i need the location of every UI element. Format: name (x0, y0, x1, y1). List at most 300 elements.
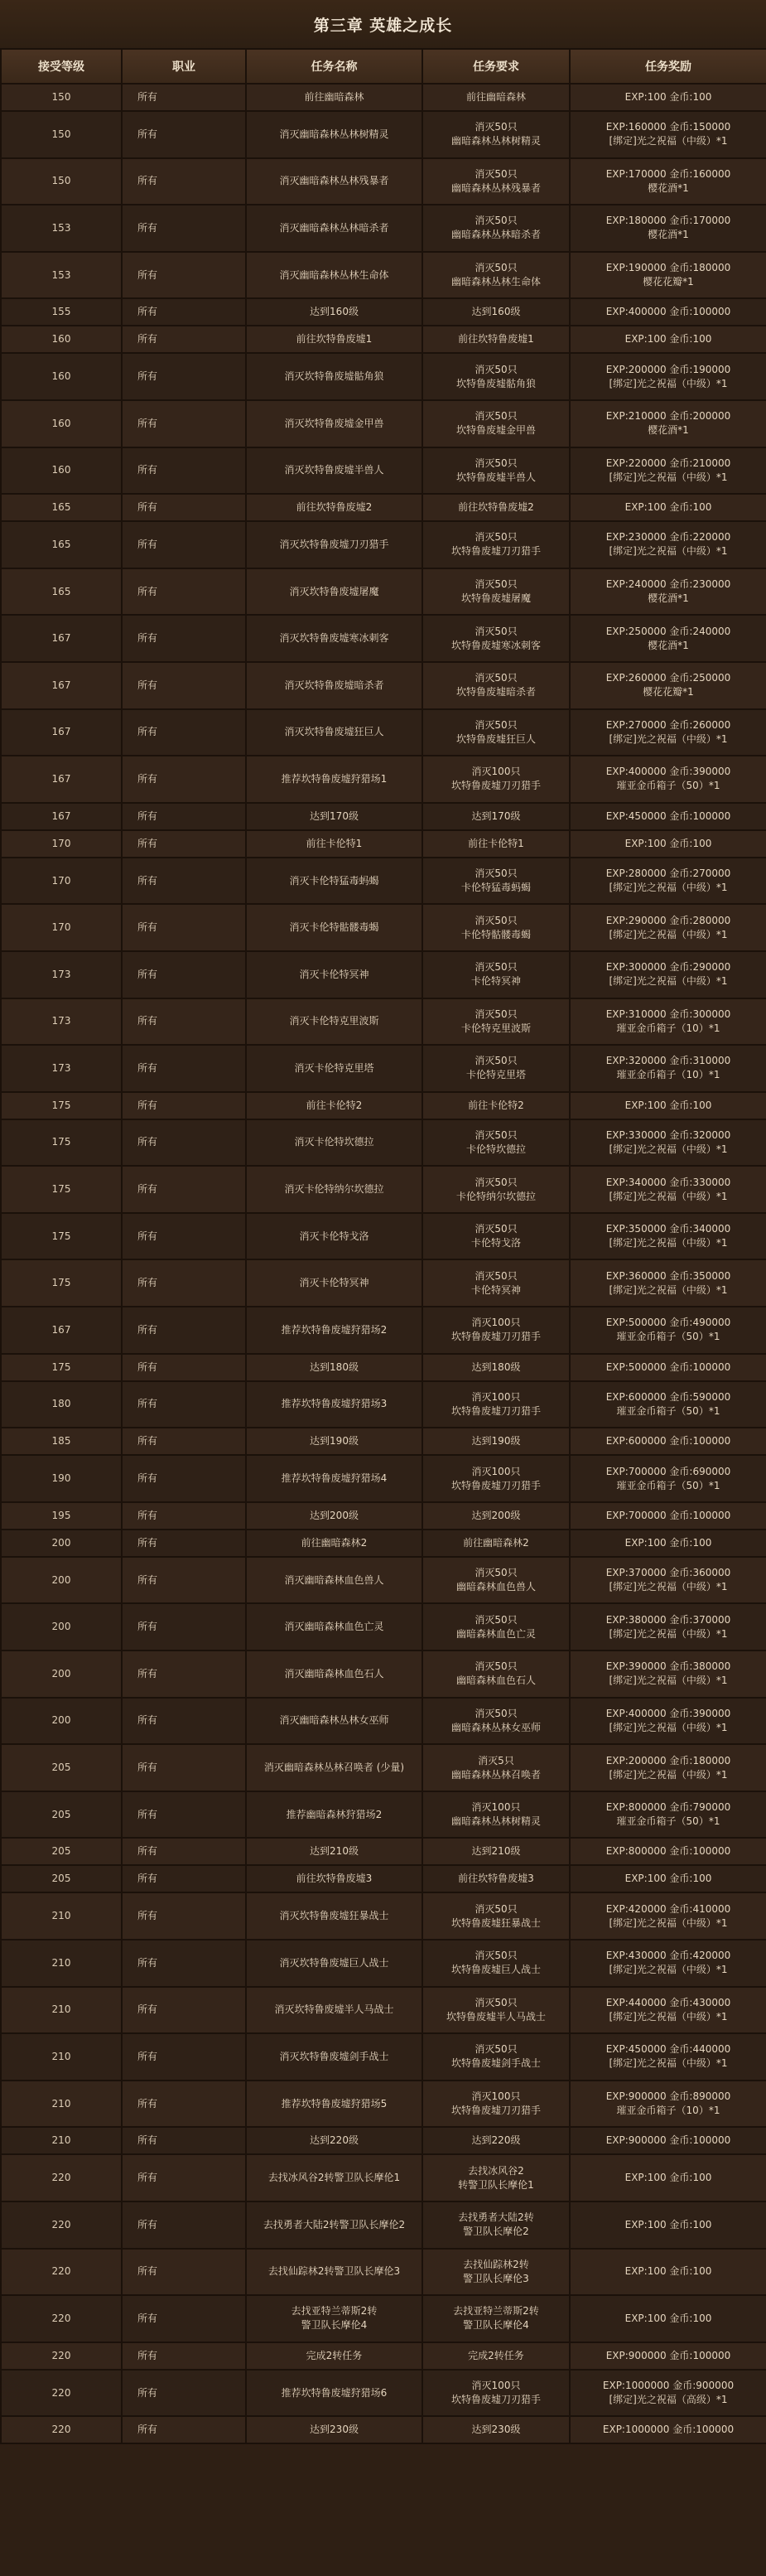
reward-cell: EXP:280000 金币:270000 [绑定]光之祝福（中级）*1 (570, 858, 766, 905)
reward-cell: EXP:1000000 金币:100000 (570, 2416, 766, 2443)
requirement-cell: 消灭5只 幽暗森林丛林召唤者 (422, 1744, 570, 1791)
requirement-cell: 达到210级 (422, 1838, 570, 1865)
table-row (1, 1744, 766, 1791)
level-cell: 200 (1, 1603, 122, 1650)
requirement-cell: 达到200级 (422, 1502, 570, 1530)
level-cell: 167 (1, 756, 122, 803)
reward-cell: EXP:100 金币:100 (570, 830, 766, 858)
level-cell: 155 (1, 298, 122, 326)
quest-name-cell: 消灭幽暗森林丛林召唤者 (少量) (246, 1744, 422, 1791)
requirement-cell: 消灭50只 卡伦特纳尔坎德拉 (422, 1166, 570, 1213)
quest-name-cell: 消灭卡伦特冥神 (246, 951, 422, 998)
table-row (1, 2370, 766, 2417)
job-cell: 所有 (122, 830, 246, 858)
job-cell: 所有 (122, 1166, 246, 1213)
quest-name-cell: 达到180级 (246, 1354, 422, 1381)
requirement-cell: 消灭50只 坎特鲁废墟屠魔 (422, 568, 570, 616)
reward-cell: EXP:190000 金币:180000 樱花花瓣*1 (570, 252, 766, 299)
job-cell: 所有 (122, 904, 246, 951)
table-row (1, 1530, 766, 1557)
job-cell: 所有 (122, 1213, 246, 1260)
quest-name-cell: 消灭卡伦特纳尔坎德拉 (246, 1166, 422, 1213)
requirement-cell: 消灭50只 坎特鲁废墟巨人战士 (422, 1940, 570, 1987)
requirement-cell: 去找仙踪林2转 警卫队长摩伦3 (422, 2249, 570, 2296)
requirement-cell: 达到180级 (422, 1354, 570, 1381)
requirement-cell: 消灭100只 坎特鲁废墟刀刃猎手 (422, 1455, 570, 1502)
level-cell: 165 (1, 568, 122, 616)
requirement-cell: 消灭50只 卡伦特克里波斯 (422, 998, 570, 1046)
reward-cell: EXP:800000 金币:100000 (570, 1838, 766, 1865)
quest-name-cell: 推荐坎特鲁废墟狩猎场5 (246, 2081, 422, 2128)
header-level: 接受等级 (1, 49, 122, 84)
reward-cell: EXP:100 金币:100 (570, 2201, 766, 2249)
level-cell: 175 (1, 1354, 122, 1381)
reward-cell: EXP:220000 金币:210000 [绑定]光之祝福（中级）*1 (570, 447, 766, 495)
level-cell: 220 (1, 2370, 122, 2417)
job-cell: 所有 (122, 803, 246, 830)
quest-name-cell: 消灭坎特鲁废墟巨人战士 (246, 1940, 422, 1987)
table-row (1, 1213, 766, 1260)
table-row (1, 84, 766, 111)
table-row (1, 1381, 766, 1428)
job-cell: 所有 (122, 756, 246, 803)
job-cell: 所有 (122, 709, 246, 756)
job-cell: 所有 (122, 400, 246, 447)
quest-table (0, 48, 766, 2444)
reward-cell: EXP:310000 金币:300000 璀亚金币箱子（10）*1 (570, 998, 766, 1046)
quest-name-cell: 达到230级 (246, 2416, 422, 2443)
quest-name-cell: 消灭坎特鲁废墟剑手战士 (246, 2033, 422, 2081)
requirement-cell: 达到170级 (422, 803, 570, 830)
reward-cell: EXP:100 金币:100 (570, 1865, 766, 1892)
table-row (1, 2295, 766, 2342)
reward-cell: EXP:1000000 金币:900000 [绑定]光之祝福（高级）*1 (570, 2370, 766, 2417)
table-row (1, 803, 766, 830)
level-cell: 205 (1, 1838, 122, 1865)
reward-cell: EXP:800000 金币:790000 璀亚金币箱子（50）*1 (570, 1791, 766, 1839)
job-cell: 所有 (122, 1892, 246, 1940)
level-cell: 167 (1, 709, 122, 756)
level-cell: 210 (1, 2127, 122, 2154)
table-row (1, 353, 766, 400)
requirement-cell: 消灭50只 卡伦特冥神 (422, 1259, 570, 1307)
job-cell: 所有 (122, 1603, 246, 1650)
table-row (1, 1455, 766, 1502)
requirement-cell: 消灭50只 坎特鲁废墟半兽人 (422, 447, 570, 495)
requirement-cell: 消灭50只 坎特鲁废墟狂巨人 (422, 709, 570, 756)
quest-name-cell: 消灭卡伦特骷髅毒蝎 (246, 904, 422, 951)
job-cell: 所有 (122, 615, 246, 662)
reward-cell: EXP:360000 金币:350000 [绑定]光之祝福（中级）*1 (570, 1259, 766, 1307)
table-row (1, 998, 766, 1046)
job-cell: 所有 (122, 1791, 246, 1839)
level-cell: 150 (1, 84, 122, 111)
level-cell: 167 (1, 1307, 122, 1354)
quest-name-cell: 消灭卡伦特克里波斯 (246, 998, 422, 1046)
level-cell: 220 (1, 2416, 122, 2443)
reward-cell: EXP:700000 金币:690000 璀亚金币箱子（50）*1 (570, 1455, 766, 1502)
table-row (1, 2081, 766, 2128)
job-cell: 所有 (122, 858, 246, 905)
chapter-title: 第三章 英雄之成长 (0, 0, 766, 48)
reward-cell: EXP:100 金币:100 (570, 2154, 766, 2201)
requirement-cell: 去找勇者大陆2转 警卫队长摩伦2 (422, 2201, 570, 2249)
level-cell: 173 (1, 1045, 122, 1092)
job-cell: 所有 (122, 1354, 246, 1381)
level-cell: 200 (1, 1530, 122, 1557)
quest-name-cell: 达到170级 (246, 803, 422, 830)
table-row (1, 662, 766, 709)
level-cell: 210 (1, 2081, 122, 2128)
reward-cell: EXP:300000 金币:290000 [绑定]光之祝福（中级）*1 (570, 951, 766, 998)
quest-name-cell: 前往卡伦特2 (246, 1092, 422, 1119)
table-row (1, 298, 766, 326)
reward-cell: EXP:180000 金币:170000 樱花酒*1 (570, 205, 766, 252)
job-cell: 所有 (122, 951, 246, 998)
table-row (1, 830, 766, 858)
requirement-cell: 去找亚特兰蒂斯2转 警卫队长摩伦4 (422, 2295, 570, 2342)
table-row (1, 1502, 766, 1530)
quest-name-cell: 消灭卡伦特戈洛 (246, 1213, 422, 1260)
table-row (1, 858, 766, 905)
table-row (1, 1119, 766, 1167)
requirement-cell: 前往幽暗森林 (422, 84, 570, 111)
table-row (1, 2201, 766, 2249)
table-row (1, 1307, 766, 1354)
quest-name-cell: 推荐坎特鲁废墟狩猎场3 (246, 1381, 422, 1428)
reward-cell: EXP:450000 金币:100000 (570, 803, 766, 830)
table-row (1, 1092, 766, 1119)
requirement-cell: 消灭50只 坎特鲁废墟寒冰刺客 (422, 615, 570, 662)
job-cell: 所有 (122, 2342, 246, 2370)
requirement-cell: 消灭50只 幽暗森林丛林残暴者 (422, 158, 570, 205)
job-cell: 所有 (122, 1307, 246, 1354)
requirement-cell: 前往卡伦特1 (422, 830, 570, 858)
reward-cell: EXP:260000 金币:250000 樱花花瓣*1 (570, 662, 766, 709)
table-row (1, 158, 766, 205)
requirement-cell: 前往坎特鲁废墟3 (422, 1865, 570, 1892)
job-cell: 所有 (122, 111, 246, 158)
quest-name-cell: 消灭坎特鲁废墟屠魔 (246, 568, 422, 616)
level-cell: 185 (1, 1428, 122, 1455)
level-cell: 175 (1, 1119, 122, 1167)
level-cell: 173 (1, 951, 122, 998)
job-cell: 所有 (122, 2249, 246, 2296)
quest-name-cell: 消灭坎特鲁废墟刀刃猎手 (246, 521, 422, 568)
quest-name-cell: 消灭卡伦特冥神 (246, 1259, 422, 1307)
level-cell: 160 (1, 400, 122, 447)
requirement-cell: 消灭50只 幽暗森林血色石人 (422, 1650, 570, 1698)
quest-rows (1, 84, 766, 2443)
table-row (1, 1045, 766, 1092)
table-row (1, 400, 766, 447)
reward-cell: EXP:500000 金币:100000 (570, 1354, 766, 1381)
quest-name-cell: 消灭幽暗森林丛林暗杀者 (246, 205, 422, 252)
reward-cell: EXP:160000 金币:150000 [绑定]光之祝福（中级）*1 (570, 111, 766, 158)
requirement-cell: 消灭100只 坎特鲁废墟刀刃猎手 (422, 1381, 570, 1428)
job-cell: 所有 (122, 2127, 246, 2154)
level-cell: 167 (1, 615, 122, 662)
level-cell: 220 (1, 2154, 122, 2201)
job-cell: 所有 (122, 1987, 246, 2034)
reward-cell: EXP:100 金币:100 (570, 494, 766, 521)
job-cell: 所有 (122, 1744, 246, 1791)
table-row (1, 1166, 766, 1213)
level-cell: 195 (1, 1502, 122, 1530)
quest-name-cell: 前往坎特鲁废墟3 (246, 1865, 422, 1892)
requirement-cell: 消灭50只 卡伦特戈洛 (422, 1213, 570, 1260)
requirement-cell: 消灭50只 幽暗森林丛林暗杀者 (422, 205, 570, 252)
table-row (1, 111, 766, 158)
quest-name-cell: 去找勇者大陆2转警卫队长摩伦2 (246, 2201, 422, 2249)
quest-name-cell: 前往坎特鲁废墟2 (246, 494, 422, 521)
table-row (1, 2416, 766, 2443)
table-row (1, 1865, 766, 1892)
job-cell: 所有 (122, 2201, 246, 2249)
table-row (1, 2033, 766, 2081)
reward-cell: EXP:100 金币:100 (570, 326, 766, 353)
level-cell: 200 (1, 1557, 122, 1604)
job-cell: 所有 (122, 494, 246, 521)
requirement-cell: 前往幽暗森林2 (422, 1530, 570, 1557)
reward-cell: EXP:380000 金币:370000 [绑定]光之祝福（中级）*1 (570, 1603, 766, 1650)
reward-cell: EXP:450000 金币:440000 [绑定]光之祝福（中级）*1 (570, 2033, 766, 2081)
level-cell: 167 (1, 803, 122, 830)
requirement-cell: 消灭100只 幽暗森林丛林树精灵 (422, 1791, 570, 1839)
reward-cell: EXP:100 金币:100 (570, 2295, 766, 2342)
job-cell: 所有 (122, 2081, 246, 2128)
quest-name-cell: 推荐坎特鲁废墟狩猎场1 (246, 756, 422, 803)
job-cell: 所有 (122, 1940, 246, 1987)
table-row (1, 205, 766, 252)
level-cell: 220 (1, 2201, 122, 2249)
reward-cell: EXP:100 金币:100 (570, 1530, 766, 1557)
table-row (1, 1428, 766, 1455)
table-row (1, 756, 766, 803)
level-cell: 205 (1, 1865, 122, 1892)
job-cell: 所有 (122, 2154, 246, 2201)
job-cell: 所有 (122, 1455, 246, 1502)
reward-cell: EXP:250000 金币:240000 樱花酒*1 (570, 615, 766, 662)
quest-name-cell: 推荐坎特鲁废墟狩猎场2 (246, 1307, 422, 1354)
reward-cell: EXP:290000 金币:280000 [绑定]光之祝福（中级）*1 (570, 904, 766, 951)
requirement-cell: 完成2转任务 (422, 2342, 570, 2370)
reward-cell: EXP:370000 金币:360000 [绑定]光之祝福（中级）*1 (570, 1557, 766, 1604)
requirement-cell: 消灭50只 幽暗森林丛林树精灵 (422, 111, 570, 158)
quest-name-cell: 消灭幽暗森林血色石人 (246, 1650, 422, 1698)
requirement-cell: 前往坎特鲁废墟2 (422, 494, 570, 521)
level-cell: 173 (1, 998, 122, 1046)
level-cell: 150 (1, 158, 122, 205)
requirement-cell: 消灭100只 坎特鲁废墟刀刃猎手 (422, 1307, 570, 1354)
reward-cell: EXP:700000 金币:100000 (570, 1502, 766, 1530)
table-row (1, 2154, 766, 2201)
reward-cell: EXP:100 金币:100 (570, 1092, 766, 1119)
reward-cell: EXP:900000 金币:890000 璀亚金币箱子（10）*1 (570, 2081, 766, 2128)
reward-cell: EXP:210000 金币:200000 樱花酒*1 (570, 400, 766, 447)
requirement-cell: 消灭50只 坎特鲁废墟刀刃猎手 (422, 521, 570, 568)
header-reward: 任务奖励 (570, 49, 766, 84)
job-cell: 所有 (122, 2416, 246, 2443)
reward-cell: EXP:200000 金币:190000 [绑定]光之祝福（中级）*1 (570, 353, 766, 400)
job-cell: 所有 (122, 298, 246, 326)
requirement-cell: 消灭50只 坎特鲁废墟半人马战士 (422, 1987, 570, 2034)
quest-name-cell: 达到210级 (246, 1838, 422, 1865)
level-cell: 150 (1, 111, 122, 158)
level-cell: 160 (1, 353, 122, 400)
level-cell: 210 (1, 1987, 122, 2034)
level-cell: 180 (1, 1381, 122, 1428)
requirement-cell: 消灭50只 卡伦特冥神 (422, 951, 570, 998)
requirement-cell: 消灭50只 坎特鲁废墟狂暴战士 (422, 1892, 570, 1940)
level-cell: 205 (1, 1791, 122, 1839)
reward-cell: EXP:400000 金币:390000 璀亚金币箱子（50）*1 (570, 756, 766, 803)
table-row (1, 1603, 766, 1650)
job-cell: 所有 (122, 1259, 246, 1307)
level-cell: 175 (1, 1166, 122, 1213)
job-cell: 所有 (122, 1119, 246, 1167)
table-row (1, 1354, 766, 1381)
reward-cell: EXP:420000 金币:410000 [绑定]光之祝福（中级）*1 (570, 1892, 766, 1940)
quest-name-cell: 达到200级 (246, 1502, 422, 1530)
job-cell: 所有 (122, 84, 246, 111)
requirement-cell: 消灭50只 幽暗森林血色亡灵 (422, 1603, 570, 1650)
quest-name-cell: 消灭坎特鲁废墟半人马战士 (246, 1987, 422, 2034)
job-cell: 所有 (122, 326, 246, 353)
quest-name-cell: 推荐幽暗森林狩猎场2 (246, 1791, 422, 1839)
quest-name-cell: 推荐坎特鲁废墟狩猎场4 (246, 1455, 422, 1502)
level-cell: 153 (1, 252, 122, 299)
level-cell: 205 (1, 1744, 122, 1791)
job-cell: 所有 (122, 205, 246, 252)
reward-cell: EXP:440000 金币:430000 [绑定]光之祝福（中级）*1 (570, 1987, 766, 2034)
quest-name-cell: 消灭坎特鲁废墟半兽人 (246, 447, 422, 495)
table-row (1, 447, 766, 495)
requirement-cell: 消灭50只 卡伦特猛毒蚂蝎 (422, 858, 570, 905)
reward-cell: EXP:430000 金币:420000 [绑定]光之祝福（中级）*1 (570, 1940, 766, 1987)
job-cell: 所有 (122, 158, 246, 205)
level-cell: 170 (1, 830, 122, 858)
quest-name-cell: 前往坎特鲁废墟1 (246, 326, 422, 353)
requirement-cell: 达到190级 (422, 1428, 570, 1455)
quest-name-cell: 完成2转任务 (246, 2342, 422, 2370)
quest-name-cell: 达到190级 (246, 1428, 422, 1455)
quest-name-cell: 前往幽暗森林 (246, 84, 422, 111)
reward-cell: EXP:330000 金币:320000 [绑定]光之祝福（中级）*1 (570, 1119, 766, 1167)
reward-cell: EXP:270000 金币:260000 [绑定]光之祝福（中级）*1 (570, 709, 766, 756)
quest-name-cell: 去找仙踪林2转警卫队长摩伦3 (246, 2249, 422, 2296)
reward-cell: EXP:100 金币:100 (570, 84, 766, 111)
quest-name-cell: 消灭卡伦特猛毒蚂蝎 (246, 858, 422, 905)
level-cell: 170 (1, 858, 122, 905)
requirement-cell: 消灭50只 卡伦特克里塔 (422, 1045, 570, 1092)
table-row (1, 2127, 766, 2154)
job-cell: 所有 (122, 1650, 246, 1698)
level-cell: 220 (1, 2342, 122, 2370)
requirement-cell: 消灭50只 坎特鲁废墟剑手战士 (422, 2033, 570, 2081)
quest-name-cell: 推荐坎特鲁废墟狩猎场6 (246, 2370, 422, 2417)
reward-cell: EXP:350000 金币:340000 [绑定]光之祝福（中级）*1 (570, 1213, 766, 1260)
requirement-cell: 消灭50只 坎特鲁废墟暗杀者 (422, 662, 570, 709)
level-cell: 220 (1, 2249, 122, 2296)
quest-name-cell: 消灭坎特鲁废墟金甲兽 (246, 400, 422, 447)
requirement-cell: 消灭100只 坎特鲁废墟刀刃猎手 (422, 2081, 570, 2128)
requirement-cell: 达到160级 (422, 298, 570, 326)
reward-cell: EXP:170000 金币:160000 樱花酒*1 (570, 158, 766, 205)
requirement-cell: 消灭50只 卡伦特骷髅毒蝎 (422, 904, 570, 951)
table-row (1, 1259, 766, 1307)
level-cell: 160 (1, 326, 122, 353)
requirement-cell: 消灭50只 幽暗森林血色兽人 (422, 1557, 570, 1604)
table-row (1, 568, 766, 616)
level-cell: 175 (1, 1259, 122, 1307)
job-cell: 所有 (122, 662, 246, 709)
level-cell: 165 (1, 494, 122, 521)
header-requirement: 任务要求 (422, 49, 570, 84)
level-cell: 200 (1, 1698, 122, 1745)
requirement-cell: 消灭50只 幽暗森林丛林生命体 (422, 252, 570, 299)
level-cell: 210 (1, 1892, 122, 1940)
job-cell: 所有 (122, 1865, 246, 1892)
quest-name-cell: 消灭坎特鲁废墟暗杀者 (246, 662, 422, 709)
job-cell: 所有 (122, 568, 246, 616)
quest-name-cell: 消灭坎特鲁废墟狂暴战士 (246, 1892, 422, 1940)
level-cell: 167 (1, 662, 122, 709)
requirement-cell: 消灭50只 卡伦特坎德拉 (422, 1119, 570, 1167)
table-row (1, 1557, 766, 1604)
reward-cell: EXP:500000 金币:490000 璀亚金币箱子（50）*1 (570, 1307, 766, 1354)
table-row (1, 1791, 766, 1839)
reward-cell: EXP:600000 金币:590000 璀亚金币箱子（50）*1 (570, 1381, 766, 1428)
job-cell: 所有 (122, 1530, 246, 1557)
table-row (1, 521, 766, 568)
reward-cell: EXP:240000 金币:230000 樱花酒*1 (570, 568, 766, 616)
table-row (1, 904, 766, 951)
reward-cell: EXP:230000 金币:220000 [绑定]光之祝福（中级）*1 (570, 521, 766, 568)
level-cell: 210 (1, 1940, 122, 1987)
reward-cell: EXP:340000 金币:330000 [绑定]光之祝福（中级）*1 (570, 1166, 766, 1213)
level-cell: 190 (1, 1455, 122, 1502)
quest-name-cell: 消灭坎特鲁废墟寒冰刺客 (246, 615, 422, 662)
table-row (1, 326, 766, 353)
table-row (1, 494, 766, 521)
level-cell: 220 (1, 2295, 122, 2342)
requirement-cell: 消灭100只 坎特鲁废墟刀刃猎手 (422, 2370, 570, 2417)
reward-cell: EXP:600000 金币:100000 (570, 1428, 766, 1455)
quest-name-cell: 消灭幽暗森林丛林生命体 (246, 252, 422, 299)
level-cell: 153 (1, 205, 122, 252)
job-cell: 所有 (122, 2295, 246, 2342)
table-row (1, 1650, 766, 1698)
job-cell: 所有 (122, 252, 246, 299)
level-cell: 170 (1, 904, 122, 951)
requirement-cell: 消灭50只 幽暗森林丛林女巫师 (422, 1698, 570, 1745)
quest-name-cell: 达到220级 (246, 2127, 422, 2154)
level-cell: 175 (1, 1213, 122, 1260)
quest-name-cell: 消灭幽暗森林丛林残暴者 (246, 158, 422, 205)
quest-name-cell: 消灭幽暗森林血色兽人 (246, 1557, 422, 1604)
quest-name-cell: 消灭卡伦特坎德拉 (246, 1119, 422, 1167)
quest-name-cell: 去找亚特兰蒂斯2转 警卫队长摩伦4 (246, 2295, 422, 2342)
reward-cell: EXP:320000 金币:310000 璀亚金币箱子（10）*1 (570, 1045, 766, 1092)
job-cell: 所有 (122, 1045, 246, 1092)
requirement-cell: 达到220级 (422, 2127, 570, 2154)
quest-name-cell: 消灭卡伦特克里塔 (246, 1045, 422, 1092)
table-row (1, 252, 766, 299)
table-row (1, 1838, 766, 1865)
requirement-cell: 达到230级 (422, 2416, 570, 2443)
requirement-cell: 前往卡伦特2 (422, 1092, 570, 1119)
